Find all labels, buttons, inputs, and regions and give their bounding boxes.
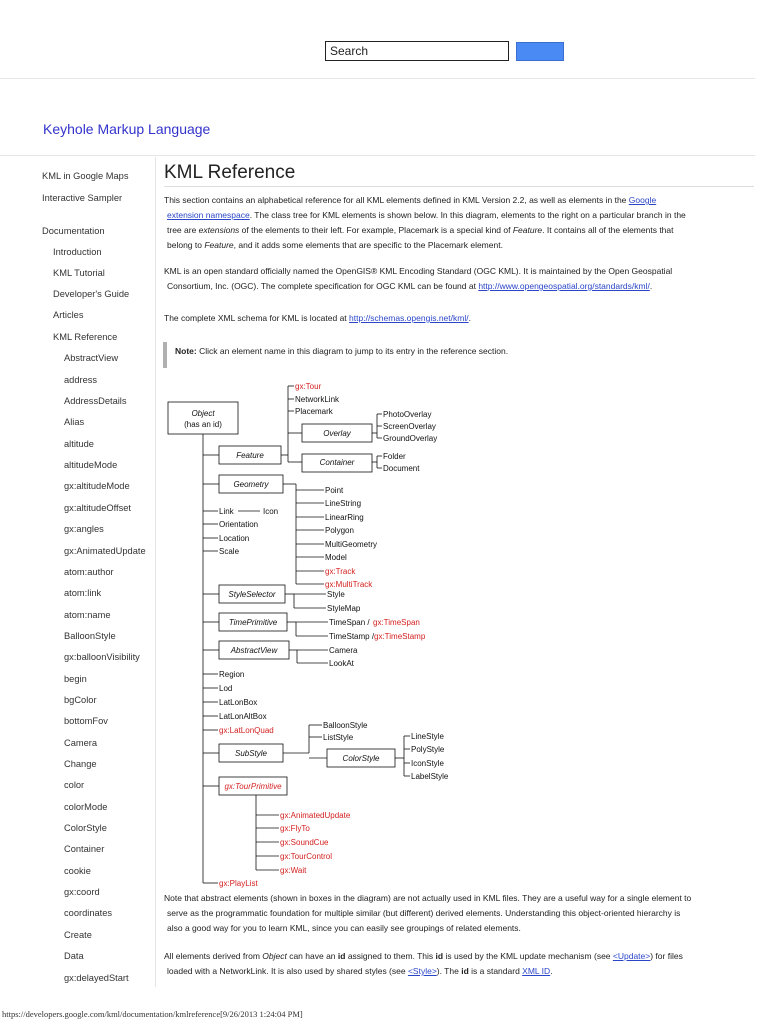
gx-timespan-node: gx:TimeSpan — [373, 618, 420, 627]
update-link[interactable]: <Update> — [612, 951, 651, 961]
style-node: Style — [327, 590, 345, 599]
tour-node: gx:Tour — [295, 382, 322, 391]
sidebar-item[interactable]: gx:angles — [64, 524, 104, 535]
sidebar-item[interactable]: Articles — [53, 310, 84, 320]
overlay-box: Overlay — [323, 429, 351, 438]
labelstyle-node: LabelStyle — [411, 772, 449, 781]
folder-node: Folder — [383, 452, 406, 461]
linestring-node: LineString — [325, 499, 362, 508]
substyle-box: SubStyle — [234, 749, 268, 758]
polygon-node: Polygon — [325, 526, 354, 535]
photooverlay-node: PhotoOverlay — [383, 410, 432, 419]
schema-link[interactable]: http://schemas.opengis.net/kml/ — [349, 313, 469, 323]
sidebar-item[interactable]: Container — [64, 844, 105, 855]
document-node: Document — [383, 464, 420, 473]
object-box-label: Object — [191, 409, 215, 418]
sidebar-item[interactable]: gx:balloonVisibility — [64, 652, 140, 663]
tourcontrol-node: gx:TourControl — [280, 852, 333, 861]
note-marker — [163, 342, 167, 368]
sidebar-item[interactable]: Introduction — [53, 247, 102, 257]
sidebar-item[interactable]: Interactive Sampler — [42, 193, 123, 203]
latlonquad-node: gx:LatLonQuad — [219, 726, 274, 735]
title-divider — [0, 155, 755, 156]
sidebar-item[interactable]: Change — [64, 759, 97, 769]
latlonaltbox-node: LatLonAltBox — [219, 712, 267, 721]
sidebar-item[interactable]: Create — [64, 929, 92, 940]
tourprimitive-box: gx:TourPrimitive — [224, 782, 282, 791]
camera-node: Camera — [329, 646, 358, 655]
sidebar-item[interactable]: bottomFov — [64, 716, 108, 727]
timestamp-node: TimeStamp / — [329, 632, 375, 641]
style-link[interactable]: <Style> — [407, 966, 437, 976]
link-node: Link — [219, 507, 234, 516]
stylemap-node: StyleMap — [327, 604, 361, 613]
wait-node: gx:Wait — [280, 866, 307, 875]
sidebar-item[interactable]: gx:coord — [64, 887, 100, 898]
track-node: gx:Track — [325, 567, 356, 576]
model-node: Model — [325, 553, 347, 562]
sidebar-item[interactable]: colorMode — [64, 801, 108, 812]
sidebar-item[interactable]: cookie — [64, 865, 91, 876]
sidebar-item[interactable]: Alias — [64, 417, 85, 428]
schema-paragraph: The complete XML schema for KML is located at http://schemas.opengis.net/kml/. — [164, 313, 471, 323]
sidebar-item[interactable]: begin — [64, 673, 87, 684]
liststyle-node: ListStyle — [323, 733, 354, 742]
extension-namespace-link[interactable]: extension namespace — [167, 210, 250, 220]
playlist-node: gx:PlayList — [219, 879, 258, 888]
balloonstyle-node: BalloonStyle — [323, 721, 368, 730]
abstract-elements-paragraph: Note that abstract elements (shown in boxes in the diagram) are not actually used in KML files. They are a useful way for a single element to serve as the programmatic foundation for multiple similar (but different) derived elements. Understanding this object-oriented hierarchy is also a good way for you to learn KML, since you can easily see groupings of related elements. — [164, 893, 692, 933]
point-node: Point — [325, 486, 344, 495]
search-button[interactable] — [516, 42, 564, 61]
animatedupdate-node: gx:AnimatedUpdate — [280, 811, 351, 820]
sidebar-item[interactable]: Documentation — [42, 226, 105, 236]
icon-node: Icon — [263, 507, 279, 516]
sidebar-item[interactable]: gx:altitudeOffset — [64, 502, 132, 513]
sidebar-item[interactable]: KML Reference — [53, 332, 118, 342]
object-box-sublabel: (has an id) — [184, 420, 222, 429]
search-input[interactable] — [325, 41, 509, 61]
object-id-paragraph: All elements derived from Object can have an id assigned to them. This id is used by the KML update mechanism (see <Update>) for files loaded with a NetworkLink. It is also used by shared styles (see <Style>). The id is a standard XML ID. — [164, 951, 683, 976]
google-link[interactable]: Google — [628, 195, 657, 205]
sidebar-item[interactable]: BalloonStyle — [64, 630, 116, 641]
styleselector-box: StyleSelector — [228, 590, 276, 599]
sidebar-item[interactable]: altitudeMode — [64, 460, 118, 471]
sidebar-item[interactable]: KML Tutorial — [53, 268, 105, 278]
linearring-node: LinearRing — [325, 513, 364, 522]
sidebar-item[interactable]: atom:link — [64, 588, 102, 599]
polystyle-node: PolyStyle — [411, 745, 445, 754]
header-divider — [0, 78, 755, 79]
sidebar-nav — [34, 157, 156, 987]
page-title: KML Reference — [164, 162, 296, 183]
sidebar-item[interactable]: Developer's Guide — [53, 289, 130, 299]
timeprimitive-box: TimePrimitive — [228, 618, 278, 627]
geometry-box: Geometry — [233, 480, 269, 489]
sidebar-item[interactable]: bgColor — [64, 694, 97, 705]
kml-class-tree-diagram[interactable] — [164, 378, 466, 888]
scale-node: Scale — [219, 547, 240, 556]
sidebar-item[interactable]: altitude — [64, 438, 94, 449]
sidebar-item[interactable]: gx:altitudeMode — [64, 481, 130, 492]
note-text: Note: Click an element name in this diagram to jump to its entry in the reference section. — [175, 346, 509, 356]
networklink-node: NetworkLink — [295, 395, 340, 404]
sidebar-item[interactable]: coordinates — [64, 908, 113, 919]
region-node: Region — [219, 670, 245, 679]
placemark-node: Placemark — [295, 407, 333, 416]
feature-box: Feature — [236, 451, 264, 460]
multitrack-node: gx:MultiTrack — [325, 580, 373, 589]
flyto-node: gx:FlyTo — [280, 824, 310, 833]
sidebar-item[interactable]: ColorStyle — [64, 823, 107, 834]
multigeometry-node: MultiGeometry — [325, 540, 378, 549]
gx-timestamp-node: gx:TimeStamp — [374, 632, 426, 641]
colorstyle-box: ColorStyle — [342, 754, 380, 763]
location-node: Location — [219, 534, 250, 543]
timespan-node: TimeSpan / — [329, 618, 370, 627]
sidebar-item[interactable]: gx:AnimatedUpdate — [64, 545, 146, 556]
lookat-node: LookAt — [329, 659, 354, 668]
intro-paragraph: This section contains an alphabetical reference for all KML elements defined in KML Version 2.2, as well as elements in the Google extension namespace. The class tree for KML elements is shown below. In this diagram, elements to the right on a particular branch in the tree are extensions of the elements to their left. For example, Placemark is a special kind of Feature. It contains all of the elements that belong to Feature, and it adds some elements that are specific to the Placemark element. — [164, 195, 686, 250]
standard-paragraph: KML is an open standard officially named the OpenGIS® KML Encoding Standard (OGC KML). It is maintained by the Open Geospatial Consortium, Inc. (OGC). The complete specification for OGC KML can be found at http://www.opengeospatial.org/standards/kml/. — [164, 266, 673, 291]
container-box: Container — [319, 458, 355, 467]
sidebar-item[interactable]: color — [64, 780, 85, 791]
footer-url: https://developers.google.com/kml/documentation/kmlreference[9/26/2013 1:24:04 PM] — [2, 1009, 303, 1019]
linestyle-node: LineStyle — [411, 732, 444, 741]
sidebar-item[interactable]: atom:name — [64, 609, 111, 620]
abstractview-box: AbstractView — [230, 646, 278, 655]
sidebar-item[interactable]: Data — [64, 951, 84, 962]
ogc-spec-link[interactable]: http://www.opengeospatial.org/standards/kml/ — [478, 281, 650, 291]
sidebar-item[interactable]: atom:author — [64, 566, 114, 577]
sidebar-item[interactable]: KML in Google Maps — [42, 171, 129, 181]
sidebar-item[interactable]: address — [64, 374, 98, 385]
sidebar-item[interactable]: gx:delayedStart — [64, 972, 129, 983]
xml-id-link[interactable]: XML ID — [522, 966, 551, 976]
iconstyle-node: IconStyle — [411, 759, 444, 768]
sidebar-item[interactable]: AbstractView — [64, 353, 119, 364]
sidebar-item[interactable]: AddressDetails — [64, 396, 127, 407]
page-title-rule — [164, 186, 754, 187]
orientation-node: Orientation — [219, 520, 259, 529]
soundcue-node: gx:SoundCue — [280, 838, 329, 847]
lod-node: Lod — [219, 684, 233, 693]
screenoverlay-node: ScreenOverlay — [383, 422, 436, 431]
sidebar-item[interactable]: Camera — [64, 737, 98, 748]
site-title[interactable]: Keyhole Markup Language — [43, 121, 211, 137]
groundoverlay-node: GroundOverlay — [383, 434, 438, 443]
latlonbox-node: LatLonBox — [219, 698, 258, 707]
